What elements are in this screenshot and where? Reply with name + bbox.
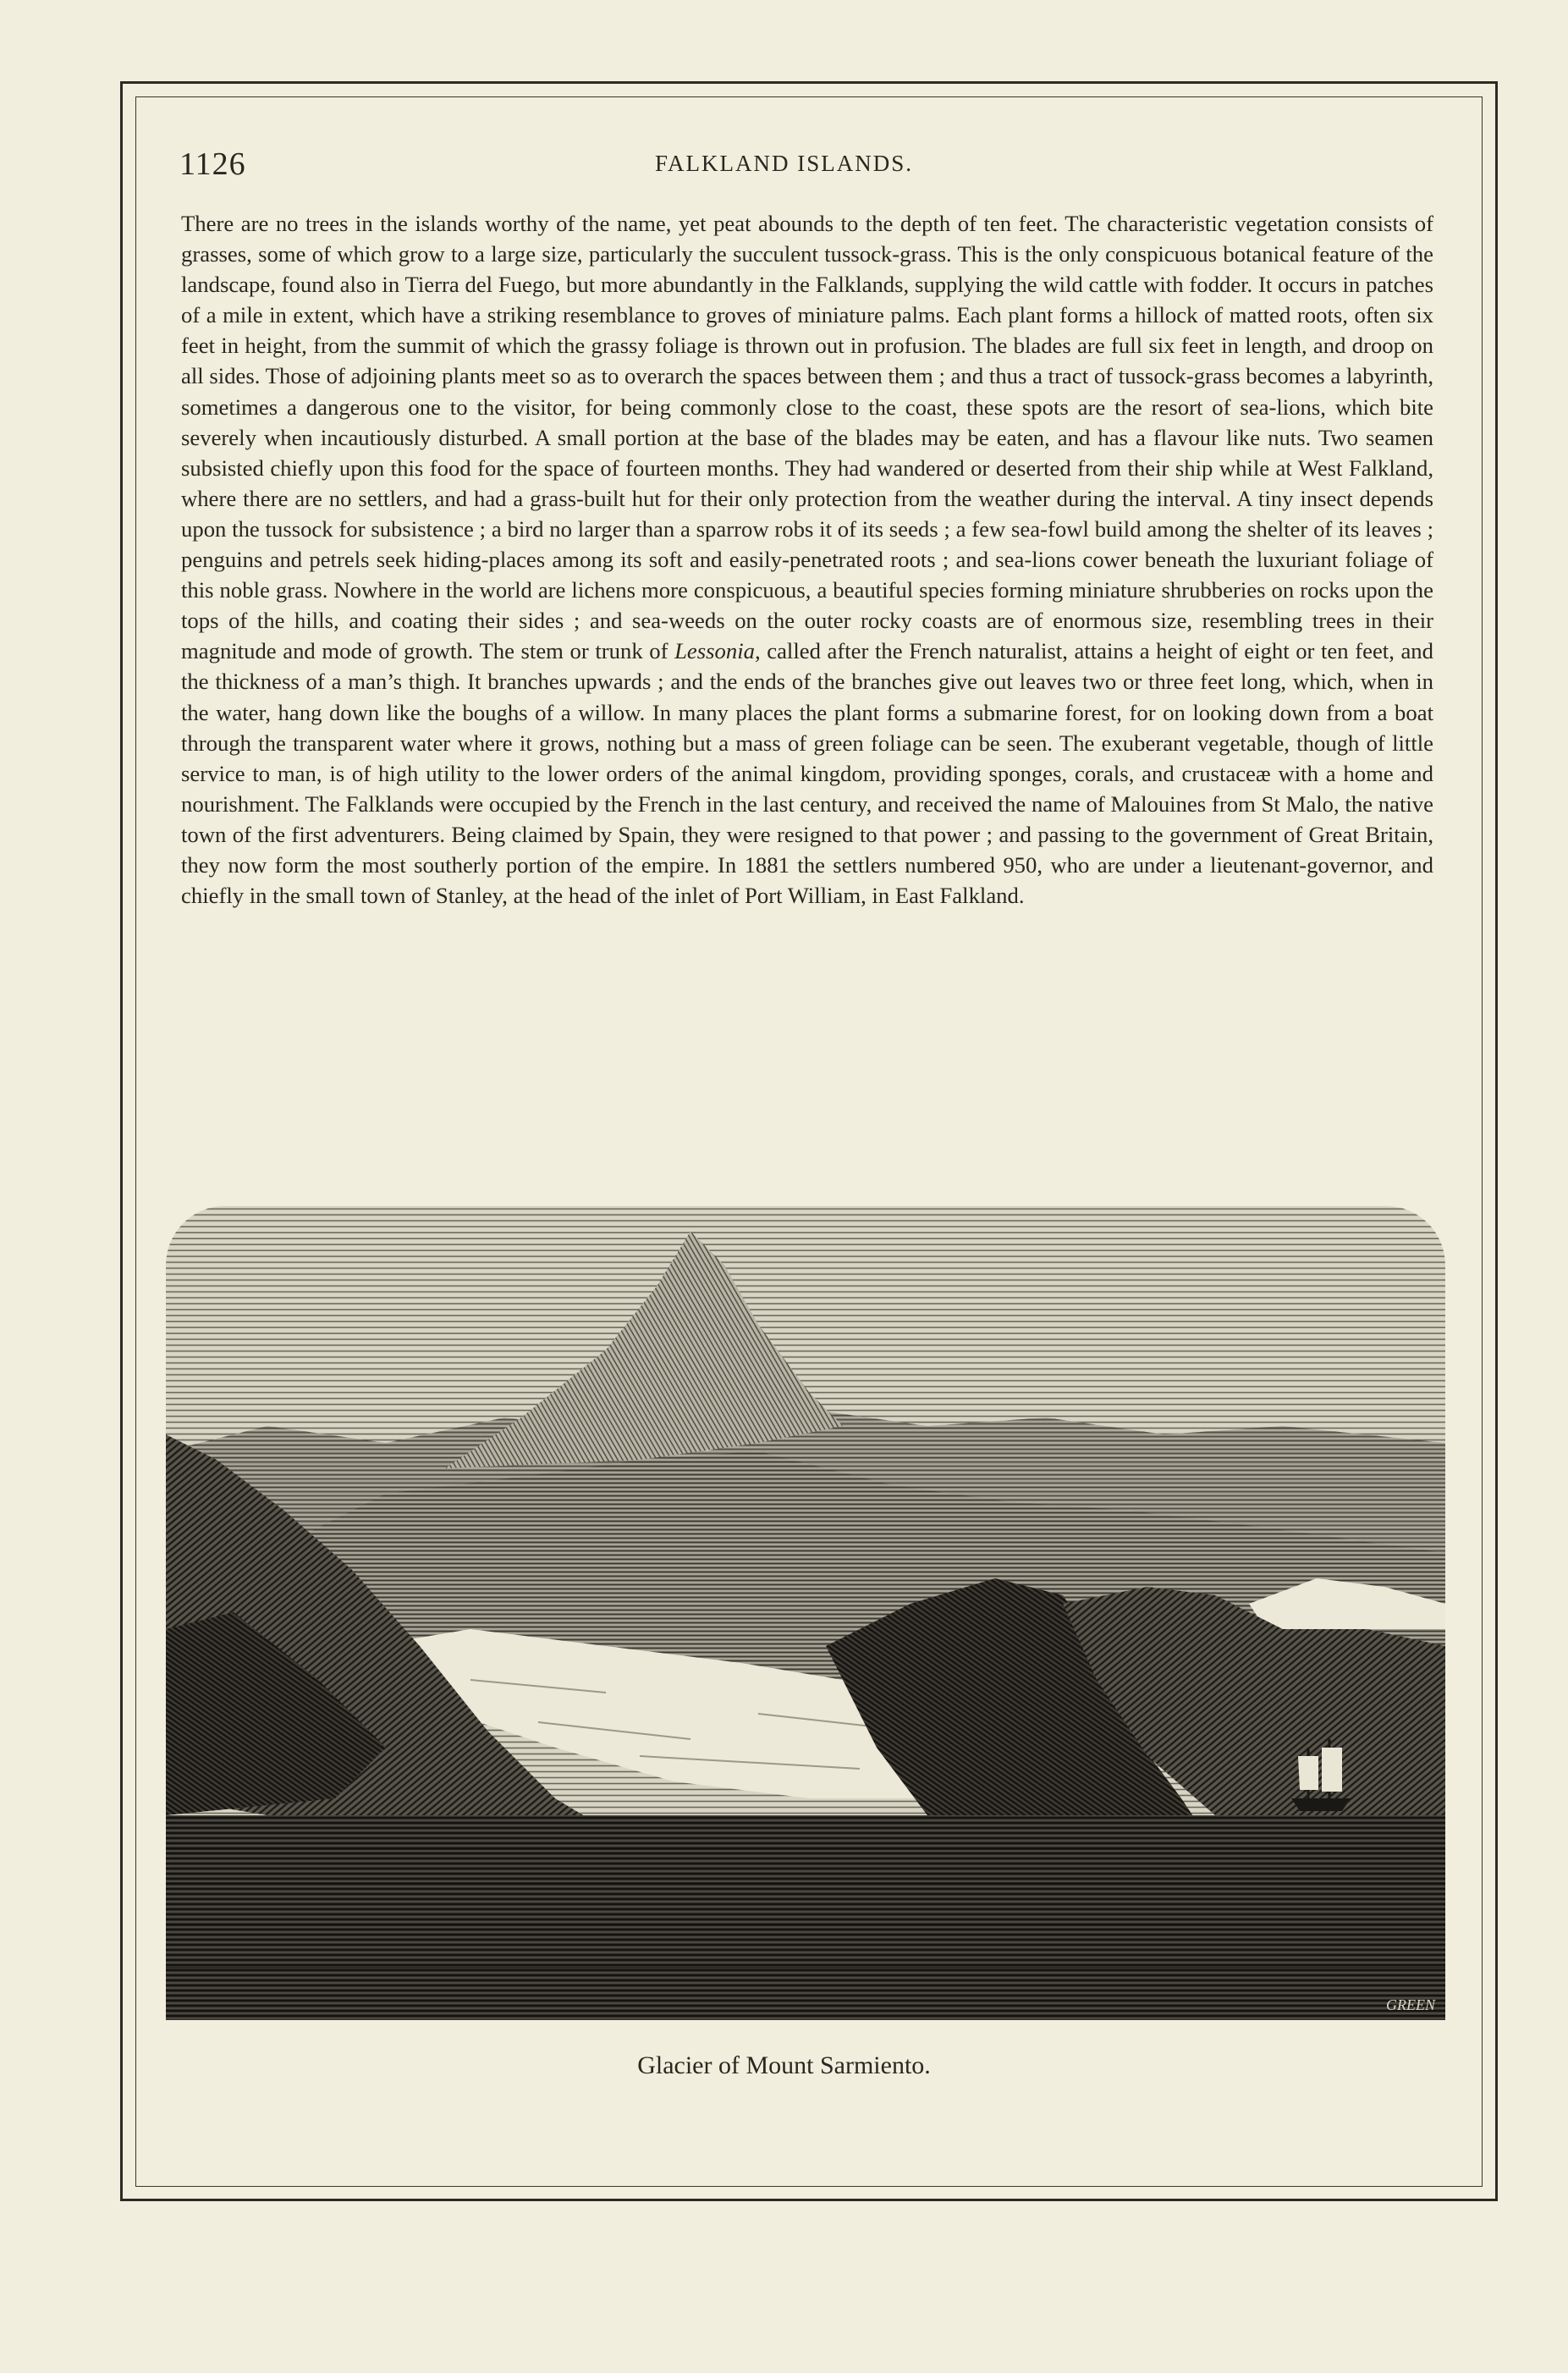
body-paragraph [181, 208, 1433, 911]
engraving-illustration [166, 1206, 1445, 2020]
running-head: FALKLAND ISLANDS. [654, 151, 913, 176]
italic-term: Lessonia, [674, 638, 761, 664]
page-number: 1126 [179, 146, 246, 182]
paragraph-text-2: called after the French naturalist, attains a height of eight or ten feet, and the thickness of a man’s thigh. It branches upwards ; and the ends of the branches give out leaves two or three feet long, which, when in the water, hang down like the boughs of a willow. In many places the plant forms a submarine forest, for on looking down from a boat through the transparent water where it grows, nothing but a mass of green foliage can be seen. The exuberant vegetable, though of little service to man, is of high utility to the lower orders of the animal kingdom, providing sponges, corals, and crustaceæ with a home and nourishment. The Falklands were occupied by the French in the last century, and received the name of Malouines from St Malo, the native town of the first adventurers. Being claimed by Spain, they were resigned to that power ; and passing to the government of Great Britain, they now form the most southerly portion of the empire. In 1881 the settlers numbered 950, who are under a lieutenant-governor, and chiefly in the small town of Stanley, at the head of the inlet of Port William, in East Falkland. [181, 638, 1433, 909]
paragraph-text-1: There are no trees in the islands worthy of the name, yet peat abounds to the depth of ten feet. The characteristic vegetation consists of grasses, some of which grow to a large size, particularly the succulent tussock-grass. This is the only conspicuous botanical feature of the landscape, found also in Tierra del Fuego, but more abundantly in the Falklands, supplying the wild cattle with fodder. It occurs in patches of a mile in extent, which have a striking resemblance to groves of miniature palms. Each plant forms a hillock of matted roots, often six feet in height, from the summit of which the grassy foliage is thrown out in profusion. The blades are full six feet in length, and droop on all sides. Those of adjoining plants meet so as to overarch the spaces between them ; and thus a tract of tussock-grass becomes a labyrinth, sometimes a dangerous one to the visitor, for being commonly close to the coast, these spots are the resort of sea-lions, which bite severely when incautiously disturbed. A small portion at the base of the blades may be eaten, and has a flavour like nuts. Two seamen subsisted chiefly upon this food for the space of fourteen months. They had wandered or deserted from their ship while at West Falkland, where there are no settlers, and had a grass-built hut for their only protection from the weather during the interval. A tiny insect depends upon the tussock for subsistence ; a bird no larger than a sparrow robs it of its seeds ; a few sea-fowl build among the shelter of its leaves ; penguins and petrels seek hiding-places among its soft and easily-penetrated roots ; and sea-lions cower beneath the luxuriant foliage of this noble grass. Nowhere in the world are lichens more conspicuous, a beautiful species forming miniature shrubberies on rocks upon the tops of the hills, and coating their sides ; and sea-weeds on the outer rocky coasts are of enormous size, resembling trees in their magnitude and mode of growth. The stem or trunk of [181, 211, 1433, 664]
figure-caption: Glacier of Mount Sarmiento. [637, 2051, 931, 2079]
water [166, 1815, 1445, 2020]
engraver-signature: GREEN [1386, 1996, 1435, 2013]
